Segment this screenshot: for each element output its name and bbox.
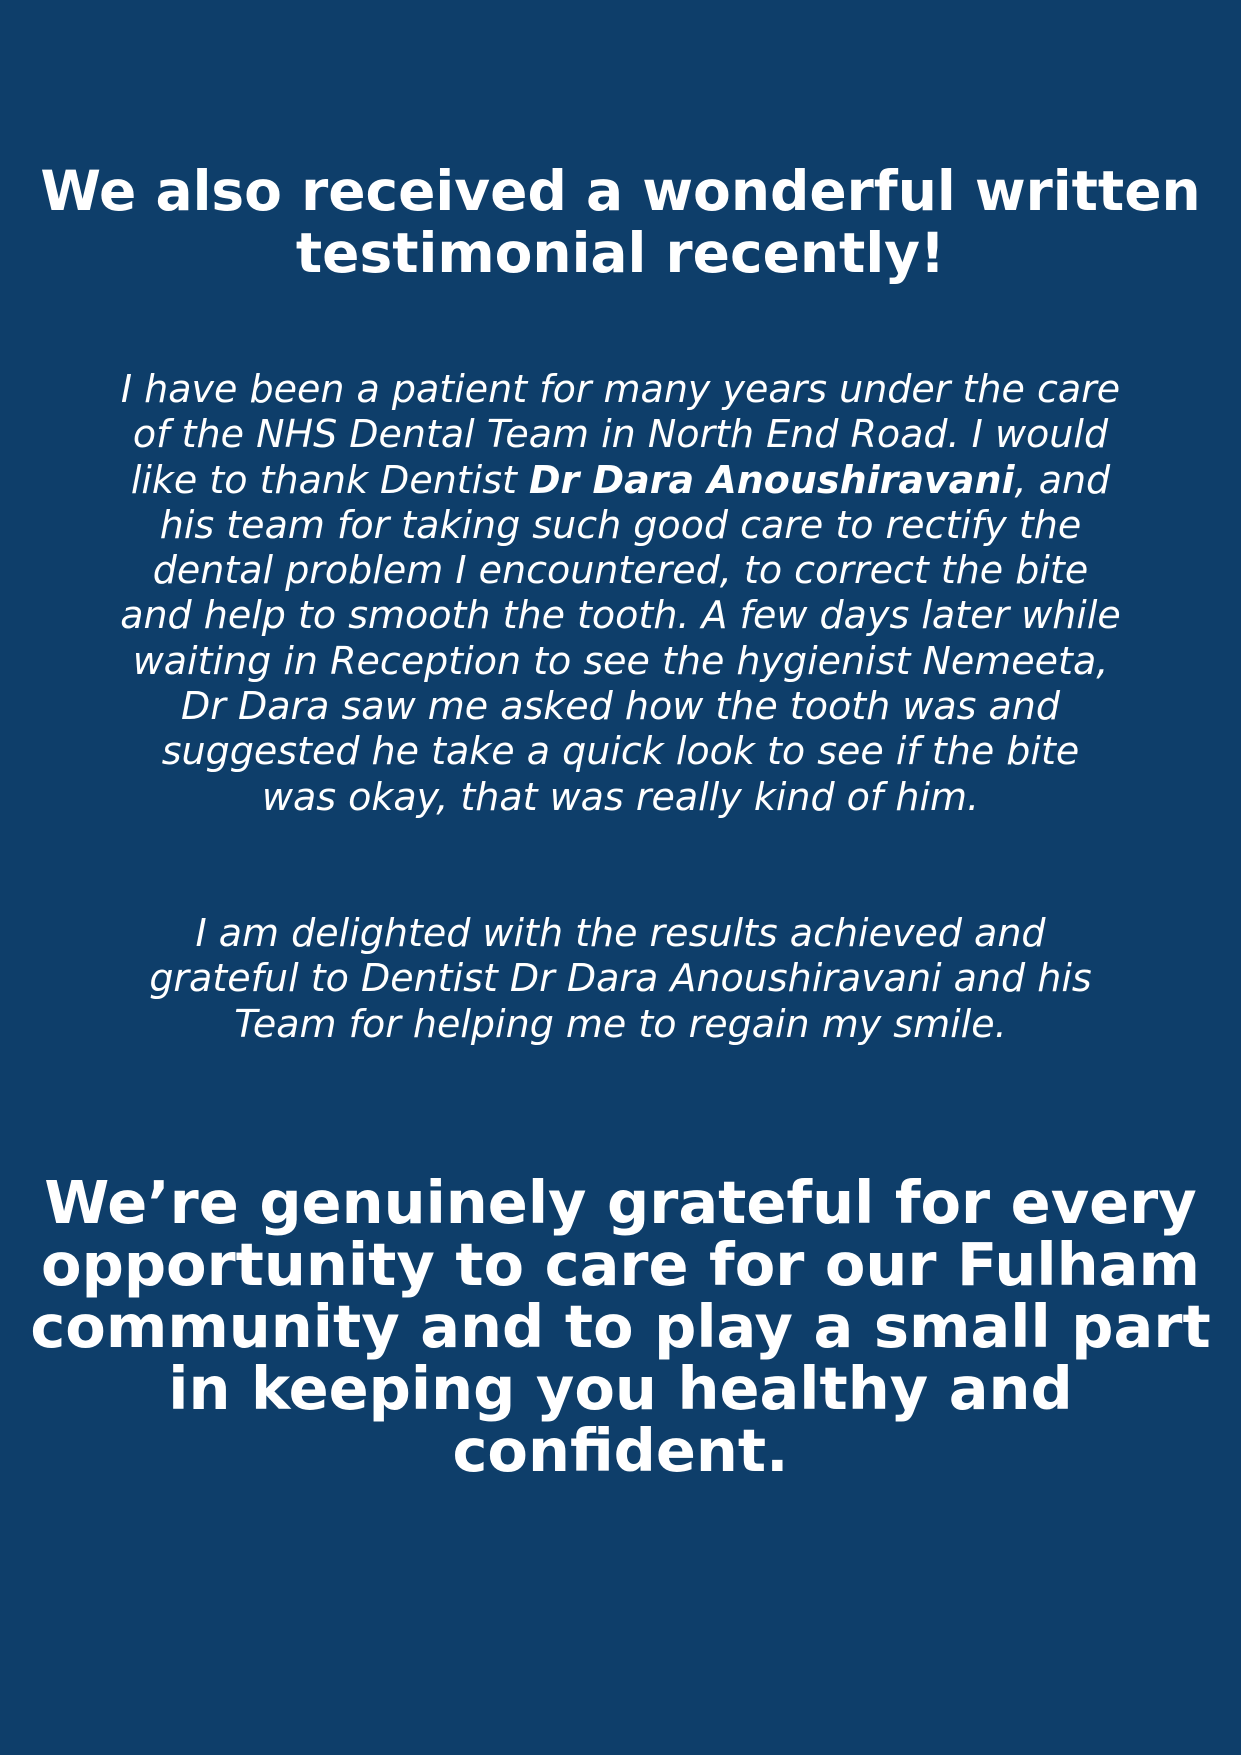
testimonial-paragraph-1 <box>120 367 1121 820</box>
testimonial-text-start: I have been a patient for many years under the care of the NHS Dental Team in North End Road. I would like to thank Dentist <box>120 367 1121 502</box>
testimonial-text-end: , and his team for taking such good care to rectify the dental problem I encountered, to correct the bite and help to smooth the tooth. A few days later while waiting in Reception to see the hygienist Nemeeta, Dr Dara saw me asked how the tooth was and suggested he take a quick look to see if the bite was okay, that was really kind of him. <box>120 457 1121 819</box>
dentist-name: Dr Dara Anoushiravani <box>529 457 1015 502</box>
testimonial-paragraph-2: I am delighted with the results achieved and grateful to Dentist Dr Dara Anoushiravani and his Team for helping me to regain my smile. <box>149 911 1092 1046</box>
closing-heading: We’re genuinely grateful for every opportunity to care for our Fulham community and to play a small part in keeping you healthy and confident. <box>30 1168 1211 1485</box>
testimonial-intro-heading: We also received a wonderful written testimonial recently! <box>40 159 1201 285</box>
